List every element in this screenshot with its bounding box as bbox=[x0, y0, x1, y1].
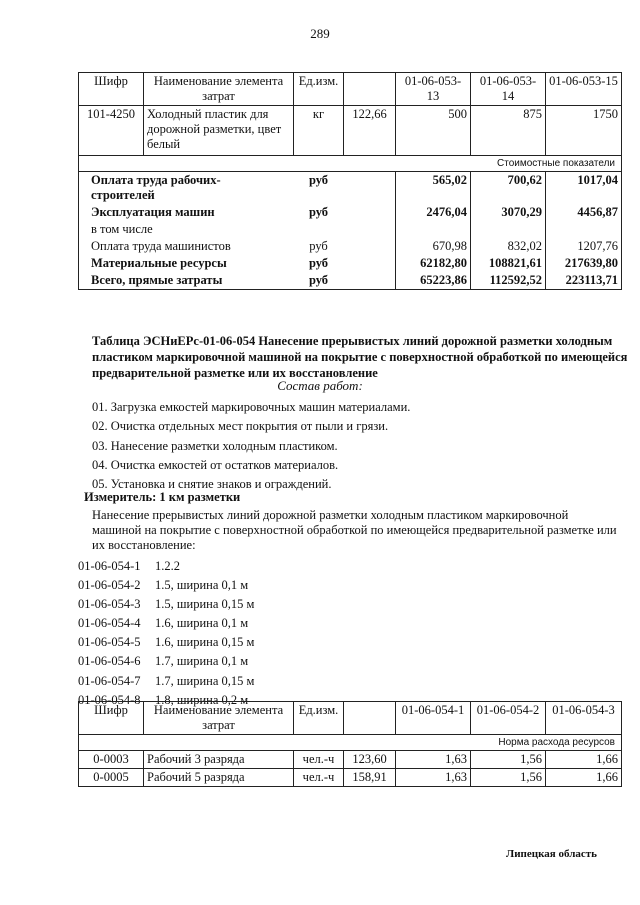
header-code: Шифр bbox=[79, 702, 144, 735]
cell-name: Рабочий 3 разряда bbox=[144, 751, 294, 769]
variant-code: 01-06-054-2 bbox=[78, 578, 141, 593]
cost-empty bbox=[344, 272, 396, 290]
resource-table-054 bbox=[78, 701, 622, 787]
page-number: 289 bbox=[310, 26, 330, 41]
cost-name: Оплата труда рабочих-строителей bbox=[79, 172, 294, 205]
section-label: Стоимостные показатели bbox=[79, 156, 622, 172]
cell-value: 1,63 bbox=[396, 751, 471, 769]
cost-row bbox=[79, 221, 622, 238]
cost-value: 1207,76 bbox=[546, 238, 622, 255]
cost-value: 3070,29 bbox=[471, 204, 546, 221]
cost-row bbox=[79, 172, 622, 205]
cell-price: 122,66 bbox=[344, 106, 396, 156]
cost-value: 2476,04 bbox=[396, 204, 471, 221]
cost-unit: руб bbox=[294, 272, 344, 290]
cost-value: 670,98 bbox=[396, 238, 471, 255]
variant-text: 1.6, ширина 0,1 м bbox=[155, 616, 249, 631]
variant-text: 1.7, ширина 0,15 м bbox=[155, 673, 255, 688]
cost-name: Оплата труда машинистов bbox=[79, 238, 294, 255]
cell-value: 1,66 bbox=[546, 751, 622, 769]
cost-row bbox=[79, 204, 622, 221]
variant-list bbox=[78, 557, 254, 710]
variant-text: 1.6, ширина 0,15 м bbox=[155, 635, 255, 650]
meter-label: Измеритель: 1 км разметки bbox=[84, 490, 241, 504]
cost-value: 112592,52 bbox=[471, 272, 546, 290]
header-price bbox=[344, 73, 396, 106]
description: Нанесение прерывистых линий дорожной разметки холодным пластиком маркировочной машиной на покрытие с поверхностной обработкой по имеющейся предварительной разметке или их восстановление: bbox=[92, 508, 617, 552]
cost-empty bbox=[344, 204, 396, 221]
cost-value: 832,02 bbox=[471, 238, 546, 255]
header-variant: 01-06-053-14 bbox=[471, 73, 546, 106]
variant-text: 1.7, ширина 0,1 м bbox=[155, 654, 249, 669]
cost-value bbox=[471, 221, 546, 238]
cost-value: 700,62 bbox=[471, 172, 546, 205]
cell-price: 123,60 bbox=[344, 751, 396, 769]
section-label-row bbox=[79, 156, 622, 172]
work-item: 02. Очистка отдельных мест покрытия от пыли и грязи. bbox=[92, 419, 389, 434]
cell-name: Холодный пластик для дорожной разметки, цвет белый bbox=[144, 106, 294, 156]
variant-code: 01-06-054-6 bbox=[78, 654, 141, 669]
variant-code: 01-06-054-5 bbox=[78, 635, 141, 650]
work-item: 03. Нанесение разметки холодным пластиком. bbox=[92, 438, 338, 453]
cost-value: 1017,04 bbox=[546, 172, 622, 205]
cell-value: 1750 bbox=[546, 106, 622, 156]
header-variant: 01-06-053-13 bbox=[396, 73, 471, 106]
table-row bbox=[79, 106, 622, 156]
variant-text: 1.8, ширина 0,2 м bbox=[155, 692, 249, 707]
cost-empty bbox=[344, 255, 396, 272]
work-list bbox=[92, 398, 410, 494]
variant-text: 1.5, ширина 0,1 м bbox=[155, 578, 249, 593]
cost-unit: руб bbox=[308, 256, 329, 270]
variant-item bbox=[78, 595, 254, 614]
variant-text: 1.2.2 bbox=[155, 559, 180, 573]
variant-item bbox=[78, 652, 254, 671]
cell-value: 1,66 bbox=[546, 769, 622, 787]
cost-empty bbox=[344, 238, 396, 255]
cost-value: 217639,80 bbox=[546, 255, 622, 272]
variant-code: 01-06-054-4 bbox=[78, 616, 141, 631]
cell-code: 0-0005 bbox=[79, 769, 144, 787]
header-unit: Ед.изм. bbox=[294, 702, 344, 735]
cost-value bbox=[396, 221, 471, 238]
variant-text: 1.5, ширина 0,15 м bbox=[155, 597, 255, 612]
table-header-row bbox=[79, 73, 622, 106]
cost-name: Материальные ресурсы bbox=[79, 255, 294, 272]
cost-unit: руб bbox=[308, 205, 329, 219]
header-variant: 01-06-054-2 bbox=[471, 702, 546, 735]
cost-value: 565,02 bbox=[396, 172, 471, 205]
variant-code: 01-06-054-1 bbox=[78, 559, 141, 573]
variant-code: 01-06-054-7 bbox=[78, 673, 141, 688]
cost-value: 108821,61 bbox=[471, 255, 546, 272]
cell-value: 1,56 bbox=[471, 751, 546, 769]
table-title: Таблица ЭСНиЕРс-01-06-054 Нанесение прерывистых линий дорожной разметки холодным пластиком маркировочной машиной на покрытие с поверхностной обработкой по имеющейся предварительной разметке или их восстановление bbox=[92, 334, 628, 380]
cell-unit: чел.-ч bbox=[294, 769, 344, 787]
table-row bbox=[79, 751, 622, 769]
cell-unit: чел.-ч bbox=[294, 751, 344, 769]
header-variant: 01-06-053-15 bbox=[546, 73, 622, 106]
header-name: Наименование элемента затрат bbox=[144, 702, 294, 735]
cell-price: 158,91 bbox=[344, 769, 396, 787]
work-item: 05. Установка и снятие знаков и ограждений. bbox=[92, 477, 332, 492]
cost-row bbox=[79, 255, 622, 272]
cost-value: 62182,80 bbox=[396, 255, 471, 272]
header-variant: 01-06-054-1 bbox=[396, 702, 471, 735]
cost-unit: руб bbox=[308, 173, 329, 187]
variant-item bbox=[78, 633, 254, 652]
variant-item bbox=[78, 576, 254, 595]
cell-code: 0-0003 bbox=[79, 751, 144, 769]
cost-table-053 bbox=[78, 72, 622, 290]
cell-name: Рабочий 5 разряда bbox=[144, 769, 294, 787]
cost-unit: руб bbox=[309, 239, 328, 253]
composition-title: Состав работ: bbox=[277, 378, 363, 393]
variant-item bbox=[78, 672, 254, 691]
work-item: 04. Очистка емкостей от остатков материалов. bbox=[92, 457, 339, 472]
cell-value: 1,56 bbox=[471, 769, 546, 787]
cell-value: 1,63 bbox=[396, 769, 471, 787]
section-label-row bbox=[79, 735, 622, 751]
cost-value: 223113,71 bbox=[546, 272, 622, 290]
cost-value: 65223,86 bbox=[396, 272, 471, 290]
cell-unit: кг bbox=[294, 106, 344, 156]
cost-row bbox=[79, 238, 622, 255]
cost-value bbox=[546, 221, 622, 238]
header-code: Шифр bbox=[79, 73, 144, 106]
variant-item bbox=[78, 614, 254, 633]
header-name: Наименование элемента затрат bbox=[144, 73, 294, 106]
header-variant: 01-06-054-3 bbox=[546, 702, 622, 735]
variant-code: 01-06-054-3 bbox=[78, 597, 141, 612]
variant-code: 01-06-054-8 bbox=[78, 692, 141, 707]
footer-region: Липецкая область bbox=[506, 848, 597, 860]
cost-empty bbox=[344, 172, 396, 205]
cost-empty bbox=[344, 221, 396, 238]
variant-item bbox=[78, 557, 254, 576]
cell-value: 875 bbox=[471, 106, 546, 156]
cost-name: Эксплуатация машин bbox=[79, 204, 294, 221]
header-price bbox=[344, 702, 396, 735]
cost-value: 4456,87 bbox=[546, 204, 622, 221]
cost-row bbox=[79, 272, 622, 290]
table-header-row bbox=[79, 702, 622, 735]
header-unit: Ед.изм. bbox=[294, 73, 344, 106]
cost-name: Всего, прямые затраты bbox=[79, 272, 294, 290]
section-label: Норма расхода ресурсов bbox=[79, 735, 622, 751]
cost-name: в том числе bbox=[79, 221, 294, 238]
cell-code: 101-4250 bbox=[79, 106, 144, 156]
cell-value: 500 bbox=[396, 106, 471, 156]
cost-unit bbox=[294, 221, 344, 238]
table-row bbox=[79, 769, 622, 787]
work-item: 01. Загрузка емкостей маркировочных машин материалами. bbox=[92, 400, 411, 414]
